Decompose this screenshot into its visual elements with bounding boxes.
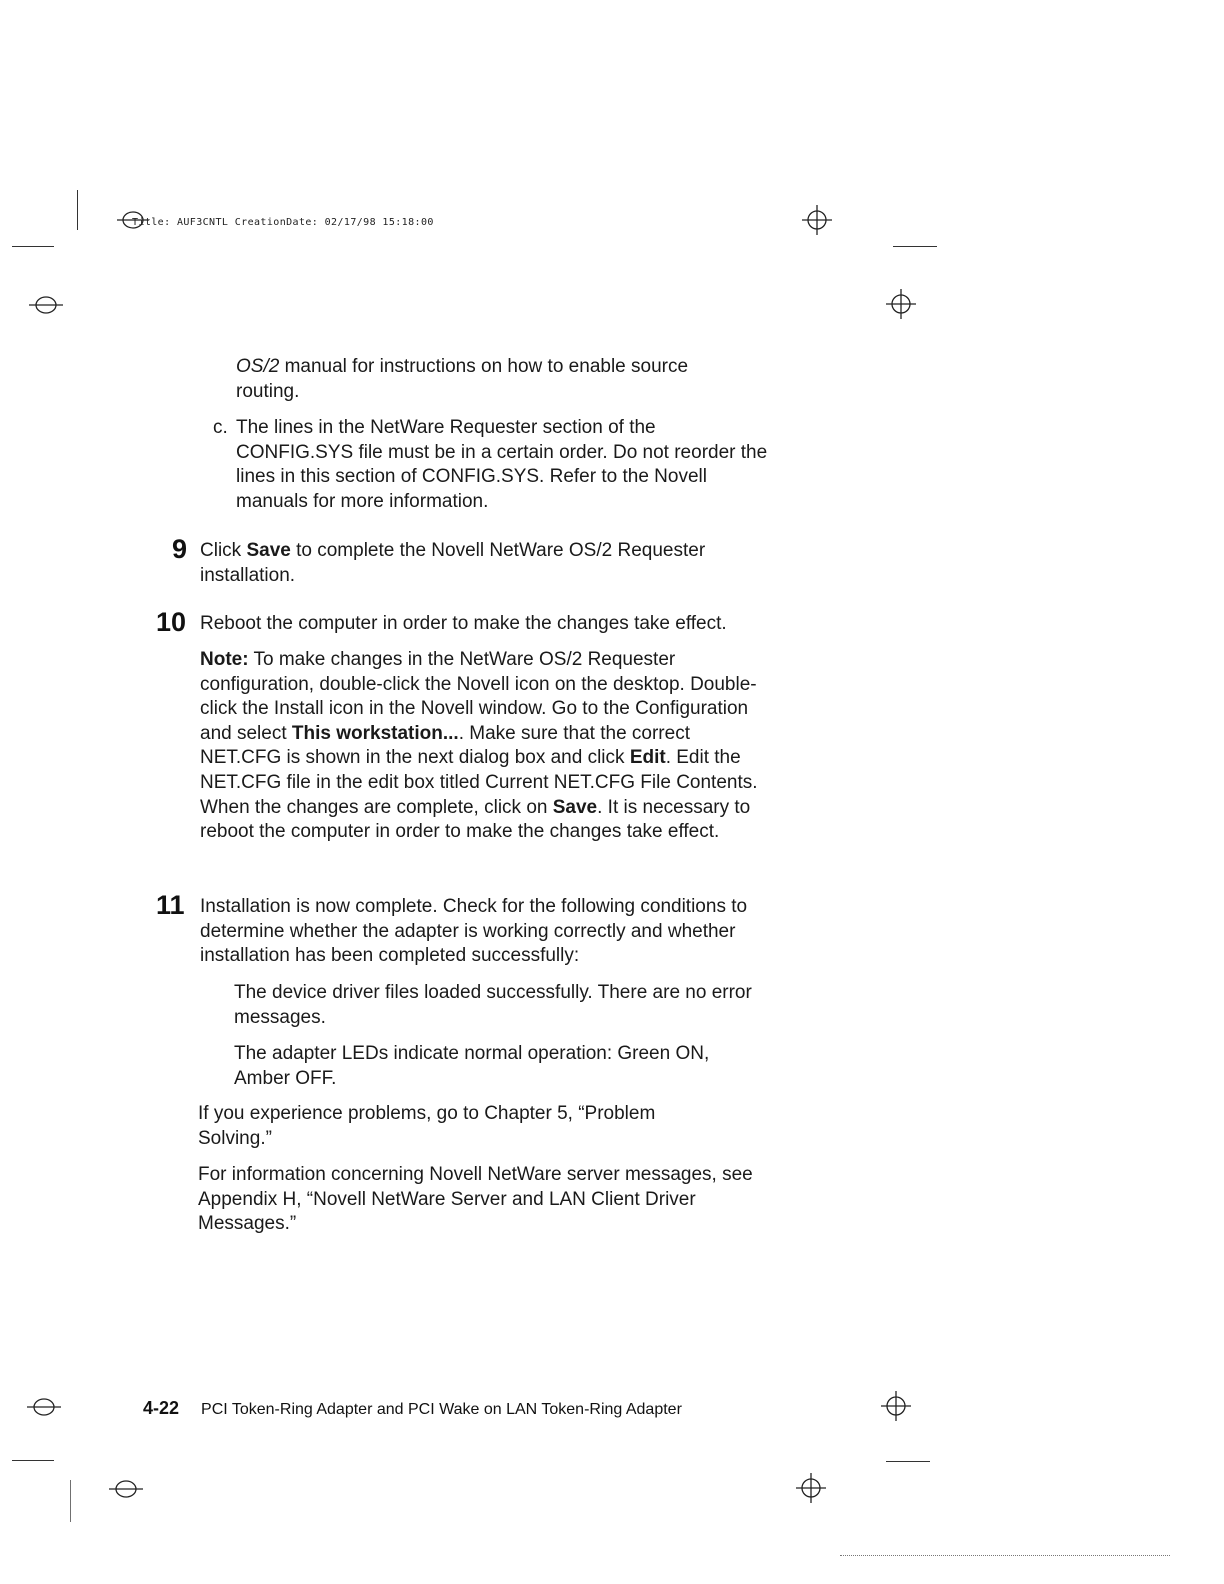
- registration-mark-icon: [108, 1478, 144, 1500]
- registration-crosshair-icon: [884, 288, 918, 320]
- title-value: AUF3CNTL: [176, 217, 229, 228]
- condition-item: The adapter LEDs indicate normal operation: Green ON, Amber OFF.: [234, 1043, 710, 1089]
- registration-crosshair-icon: [800, 204, 834, 236]
- note-text: . Make sure that the correct NET.CFG is shown in the next dialog box and click: [200, 722, 690, 769]
- registration-crosshair-icon: [879, 1390, 913, 1422]
- registration-crosshair-icon: [794, 1472, 828, 1504]
- crop-mark-horizontal: [12, 246, 54, 247]
- step-number-9: 9: [172, 534, 188, 564]
- page-footer: [143, 1398, 682, 1419]
- step-9-post: to complete the Novell NetWare OS/2 Requester installation.: [200, 540, 706, 586]
- crop-mark-vertical: [77, 190, 78, 230]
- page-number: 4-22: [143, 1398, 180, 1418]
- registration-mark-icon: [28, 294, 64, 316]
- step-number-10: 10: [156, 607, 187, 637]
- creation-date-value: 02/17/98 15:18:00: [324, 217, 434, 228]
- crop-mark-horizontal: [12, 1460, 54, 1461]
- step-10-text: Reboot the computer in order to make the changes take effect.: [200, 613, 727, 634]
- item-c-text: The lines in the NetWare Requester section of the CONFIG.SYS file must be in a certain order. Do not reorder the lines in this section of CONFIG.SYS. Refer to the Novell manuals for more information.: [236, 417, 768, 512]
- continuation-text: manual for instructions on how to enable source routing.: [236, 356, 689, 402]
- edit-bold: Edit: [629, 747, 666, 769]
- continuation-paragraph: [236, 355, 741, 404]
- condition-item: The device driver files loaded successfully. There are no error messages.: [234, 982, 752, 1028]
- this-workstation-bold: This workstation...: [291, 722, 459, 744]
- title-label: Title:: [132, 217, 171, 228]
- step-11-text: Installation is now complete. Check for the following conditions to determine whether the adapter is working correctly and whether installation has been completed successfully:: [200, 896, 748, 967]
- note-text: To make changes in the NetWare OS/2 Requester configuration, double-click the Novell icon on the desktop. Double-click the Install icon in the Novell window. Go to the Configuration and select: [200, 649, 757, 744]
- problems-paragraph: If you experience problems, go to Chapter 5, “Problem Solving.”: [198, 1103, 656, 1149]
- crop-mark-horizontal: [893, 246, 937, 247]
- step-9-text: [200, 539, 770, 588]
- crop-mark-horizontal: [886, 1461, 930, 1462]
- os2-italic: OS/2: [236, 356, 280, 377]
- info-paragraph: For information concerning Novell NetWare server messages, see Appendix H, “Novell NetWare Server and LAN Client Driver Messages.”: [198, 1164, 753, 1235]
- save-bold: Save: [552, 796, 598, 818]
- step-number-11: 11: [156, 890, 185, 920]
- crop-mark-vertical: [70, 1480, 71, 1522]
- note-label: Note:: [200, 649, 249, 670]
- note-paragraph: [200, 648, 770, 845]
- note-text: . Edit the NET.CFG file in the edit box titled Current NET.CFG File Contents. When the changes are complete, click on: [200, 747, 758, 818]
- step-9-pre: Click: [200, 540, 247, 561]
- registration-mark-icon: [26, 1396, 62, 1418]
- book-title: PCI Token-Ring Adapter and PCI Wake on LAN Token-Ring Adapter: [201, 1401, 682, 1418]
- creation-date-label: CreationDate:: [234, 217, 319, 228]
- save-bold: Save: [246, 540, 291, 561]
- list-marker-c: c.: [213, 417, 228, 438]
- note-text: . It is necessary to reboot the computer in order to make the changes take effect.: [200, 796, 751, 843]
- file-header-meta: [132, 217, 434, 228]
- scan-edge-dots: [840, 1555, 1170, 1557]
